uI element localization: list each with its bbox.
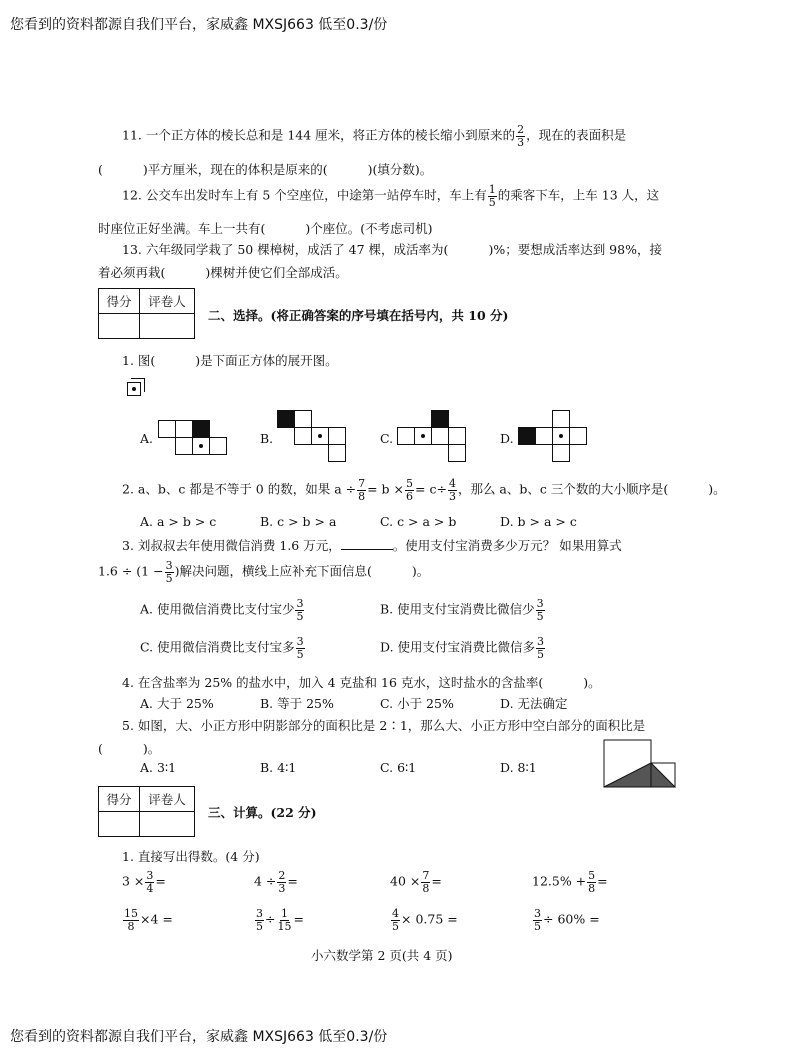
score-cell[interactable]: [99, 314, 140, 339]
option-A-label: A.: [140, 431, 154, 446]
choice-2-option-B[interactable]: B. c > b > a: [260, 514, 337, 529]
calc-r2-a: $\frac{15}{8}$ ×4 =: [124, 907, 173, 933]
option-B-label: B.: [260, 431, 274, 446]
answer-blank[interactable]: [341, 539, 393, 550]
grader-label: 评卷人: [140, 787, 195, 812]
choice-2-text: 2. a、b、c 都是不等于 0 的数，如果 a ÷ $\frac{7}{8}$ = b × $\frac{5}{6}$ = c÷ $\frac{4}{3}$ ，那么 a、b、c 三个数的大小顺序是( )。: [122, 477, 726, 503]
choice-2-option-D[interactable]: D. b > a > c: [500, 514, 577, 529]
choice-3-option-C[interactable]: C. 使用微信消费比支付宝多 $\frac{3}{5}$: [140, 635, 304, 661]
choice-4-text: 4. 在含盐率为 25% 的盐水中，加入 4 克盐和 16 克水，这时盐水的含盐率( )。: [122, 675, 601, 690]
choice-1-text: 1. 图( )是下面正方体的展开图。: [122, 353, 338, 368]
choice-5-line2: ( )。: [98, 741, 161, 756]
section-3-heading: 三、计算。(22 分): [208, 805, 317, 820]
choice-4-option-D[interactable]: D. 无法确定: [500, 696, 568, 711]
watermark-top: 您看到的资料都源自我们平台，家威鑫 MXSJ663 低至0.3/份: [10, 17, 388, 33]
choice-5-option-A[interactable]: A. 3∶1: [140, 760, 177, 775]
grader-label: 评卷人: [140, 289, 195, 314]
choice-5-option-C[interactable]: C. 6∶1: [380, 760, 417, 775]
grader-cell[interactable]: [140, 812, 195, 837]
option-C-label: C.: [380, 431, 394, 446]
question-11-line2: ( )平方厘米，现在的体积是原来的( )(填分数)。: [98, 162, 433, 177]
score-label: 得分: [99, 787, 140, 812]
question-12-line1: 12. 公交车出发时车上有 5 个空座位，中途第一站停车时，车上有 $\frac{1}{5}$ 的乘客下车，上车 13 人，这: [122, 183, 660, 209]
calc-r1-a: 3 × $\frac{3}{4}$ =: [122, 869, 166, 895]
section-2-heading: 二、选择。(将正确答案的序号填在括号内，共 10 分): [208, 308, 509, 323]
choice-2-option-C[interactable]: C. c > a > b: [380, 514, 457, 529]
choice-3-option-B[interactable]: B. 使用支付宝消费比微信少 $\frac{3}{5}$: [380, 597, 544, 623]
choice-3-option-A[interactable]: A. 使用微信消费比支付宝少 $\frac{3}{5}$: [140, 597, 304, 623]
choice-3-option-D[interactable]: D. 使用支付宝消费比微信多 $\frac{3}{5}$: [380, 635, 545, 661]
choice-3-line2: 1.6 ÷ (1 − $\frac{3}{5}$ )解决问题，横线上应补充下面信息( )。: [98, 559, 430, 585]
score-box-section3: [98, 786, 195, 837]
choice-4-option-B[interactable]: B. 等于 25%: [260, 696, 334, 711]
question-13-line1: 13. 六年级同学栽了 50 棵樟树，成活了 47 棵，成活率为( )%；要想成活率达到 98%，接: [122, 242, 662, 257]
watermark-bottom: 您看到的资料都源自我们平台，家威鑫 MXSJ663 低至0.3/份: [10, 1029, 388, 1045]
score-cell[interactable]: [99, 812, 140, 837]
choice-5-option-D[interactable]: D. 8∶1: [500, 760, 537, 775]
net-option-B[interactable]: [277, 410, 357, 466]
calc-r1-b: 4 ÷ $\frac{2}{3}$ =: [254, 869, 298, 895]
score-box-section2: [98, 288, 195, 339]
score-label: 得分: [99, 289, 140, 314]
net-option-A[interactable]: [158, 420, 238, 462]
choice-3-line1: 3. 刘叔叔去年使用微信消费 1.6 万元， 。使用支付宝消费多少万元？ 如果用算式: [122, 538, 622, 553]
question-13-line2: 着必须再栽( )棵树并使它们全部成活。: [98, 265, 348, 280]
question-12-line2: 时座位正好坐满。车上一共有( )个座位。(不考虑司机): [98, 221, 433, 236]
calc-r1-d: 12.5% + $\frac{5}{8}$ =: [532, 869, 608, 895]
choice-4-option-C[interactable]: C. 小于 25%: [380, 696, 454, 711]
net-option-C[interactable]: [397, 410, 477, 466]
cube-icon: [127, 378, 145, 396]
fraction: $\frac{1}{5}$: [488, 183, 496, 209]
grader-cell[interactable]: [140, 314, 195, 339]
calc-r2-d: $\frac{3}{5}$ ÷ 60% =: [534, 907, 600, 933]
squares-figure: [603, 739, 679, 788]
calc-r2-c: $\frac{4}{5}$ × 0.75 =: [392, 907, 458, 933]
choice-2-option-A[interactable]: A. a > b > c: [140, 514, 217, 529]
net-option-D[interactable]: [518, 410, 598, 466]
calc-r2-b: $\frac{3}{5}$ ÷ $\frac{1}{15}$ =: [256, 907, 304, 933]
option-D-label: D.: [500, 431, 514, 446]
fraction: $\frac{2}{3}$: [517, 123, 525, 149]
choice-5-option-B[interactable]: B. 4∶1: [260, 760, 297, 775]
calc-heading: 1. 直接写出得数。(4 分): [122, 849, 260, 864]
calc-r1-c: 40 × $\frac{7}{8}$ =: [390, 869, 442, 895]
question-11-line1: 11. 一个正方体的棱长总和是 144 厘米，将正方体的棱长缩小到原来的 $\frac{2}{3}$ ，现在的表面积是: [122, 123, 627, 149]
choice-4-option-A[interactable]: A. 大于 25%: [140, 696, 214, 711]
choice-5-line1: 5. 如图，大、小正方形中阴影部分的面积比是 2∶1，那么大、小正方形中空白部分的面积比是: [122, 718, 646, 733]
page-footer: 小六数学第 2 页(共 4 页): [311, 948, 453, 963]
